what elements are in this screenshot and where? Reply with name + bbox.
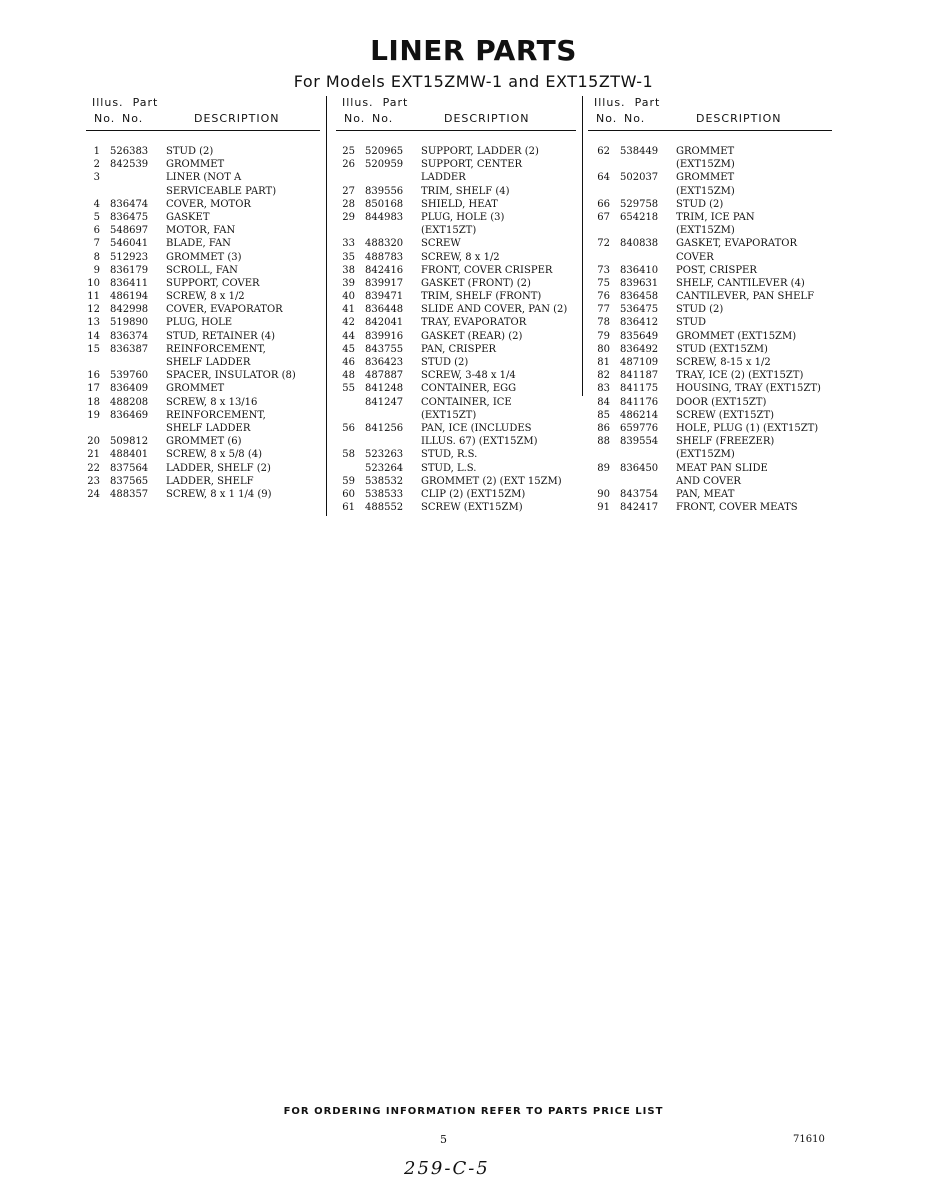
part-number: 843755 — [365, 343, 404, 355]
part-description: GASKET, EVAPORATOR — [676, 238, 797, 250]
part-description: HOLE, PLUG (1) (EXT15ZT) — [676, 422, 819, 434]
part-number: 839917 — [365, 277, 404, 289]
illus-number: 42 — [342, 317, 355, 329]
part-number: 488401 — [110, 449, 149, 461]
part-number: 837564 — [110, 462, 149, 474]
part-number: 488783 — [365, 251, 404, 263]
part-description: SUPPORT, LADDER (2) — [421, 146, 539, 157]
illus-number: 21 — [87, 449, 100, 461]
illus-number: 1 — [93, 146, 100, 157]
part-number: 836387 — [110, 343, 149, 355]
part-description: PLUG, HOLE — [166, 317, 233, 329]
part-description: SCREW, 8 x 1/2 — [166, 291, 245, 303]
part-number: 836410 — [620, 264, 659, 276]
part-number: 538532 — [365, 475, 404, 487]
part-number: 836179 — [110, 264, 149, 276]
illus-number: 59 — [342, 475, 355, 487]
illus-number: 2 — [93, 159, 100, 171]
part-number: 654218 — [620, 211, 659, 223]
illus-number: 60 — [342, 488, 355, 500]
part-description: SHELF LADDER — [166, 422, 251, 434]
header-illus-part: Illus. Part — [594, 96, 661, 109]
illus-number: 85 — [597, 409, 610, 421]
illus-number: 58 — [342, 449, 355, 461]
illus-number: 44 — [342, 330, 355, 342]
part-description: TRAY, EVAPORATOR — [421, 317, 527, 329]
part-number: 842041 — [365, 317, 404, 329]
part-description: SCREW, 8 x 1/2 — [421, 251, 500, 263]
part-description: SHELF, CANTILEVER (4) — [676, 277, 805, 289]
part-description: (EXT15ZM) — [676, 225, 735, 237]
page-subtitle: For Models EXT15ZMW-1 and EXT15ZTW-1 — [293, 72, 654, 91]
part-number: 839916 — [365, 330, 404, 342]
part-description: SCREW, 8 x 5/8 (4) — [166, 449, 263, 461]
part-number: 520965 — [365, 146, 404, 157]
part-number: 841175 — [620, 383, 659, 395]
illus-number: 48 — [342, 370, 355, 382]
part-number: 836492 — [620, 343, 659, 355]
illus-number: 3 — [93, 172, 100, 184]
illus-number: 4 — [93, 198, 100, 210]
illus-number: 19 — [87, 409, 100, 421]
part-description: LINER (NOT A — [166, 172, 242, 184]
part-number: 842416 — [365, 264, 404, 276]
illus-number: 79 — [597, 330, 610, 342]
part-number: 836475 — [110, 211, 149, 223]
part-description: STUD (EXT15ZM) — [676, 343, 768, 355]
illus-number: 15 — [87, 343, 100, 355]
part-number: 509812 — [110, 436, 149, 448]
part-number: 488552 — [365, 502, 404, 514]
part-description: PAN, MEAT — [676, 488, 735, 500]
illus-number: 8 — [93, 251, 100, 263]
part-number: 836412 — [620, 317, 659, 329]
part-description: STUD, RETAINER (4) — [166, 330, 276, 342]
part-number: 842539 — [110, 159, 149, 171]
illus-number: 28 — [342, 198, 355, 210]
part-number: 836374 — [110, 330, 149, 342]
handwritten-note: 259-C-5 — [404, 1158, 490, 1179]
part-number: 839471 — [365, 291, 404, 303]
part-number: 841247 — [365, 396, 404, 408]
part-number: 836450 — [620, 462, 659, 474]
part-description: COVER, MOTOR — [166, 198, 251, 210]
part-description: GASKET — [166, 211, 210, 223]
illus-number: 18 — [87, 396, 100, 408]
part-number: 836448 — [365, 304, 404, 316]
illus-number: 78 — [597, 317, 610, 329]
illus-number: 56 — [342, 422, 355, 434]
illus-number: 80 — [597, 343, 610, 355]
part-number: 502037 — [620, 172, 659, 184]
part-description: SCREW (EXT15ZT) — [676, 409, 775, 421]
illus-number: 77 — [597, 304, 610, 316]
column-header — [336, 94, 576, 131]
part-description: SUPPORT, COVER — [166, 277, 260, 289]
part-description: TRIM, SHELF (4) — [421, 185, 510, 197]
part-description: GROMMET — [676, 146, 735, 157]
illus-number: 7 — [93, 238, 100, 250]
part-description: TRIM, SHELF (FRONT) — [421, 291, 542, 303]
part-number: 523264 — [365, 462, 404, 474]
part-description: SPACER, INSULATOR (8) — [166, 370, 296, 382]
part-number: 486214 — [620, 409, 659, 421]
illus-number: 67 — [597, 211, 610, 223]
part-description: FRONT, COVER CRISPER — [421, 264, 553, 276]
part-number: 488320 — [365, 238, 404, 250]
part-number: 538533 — [365, 488, 404, 500]
ordering-note: FOR ORDERING INFORMATION REFER TO PARTS PRICE LIST — [283, 1106, 664, 1117]
part-description: LADDER, SHELF — [166, 475, 254, 487]
illus-number: 5 — [93, 211, 100, 223]
illus-number: 91 — [597, 502, 610, 514]
part-number: 488357 — [110, 488, 149, 500]
part-number: 842998 — [110, 304, 149, 316]
illus-number: 39 — [342, 277, 355, 289]
part-description: SCROLL, FAN — [166, 264, 238, 276]
part-number: 836469 — [110, 409, 149, 421]
column-header — [86, 94, 320, 131]
header-description: DESCRIPTION — [194, 112, 280, 125]
part-number: 487887 — [365, 370, 404, 382]
part-number: 520959 — [365, 159, 404, 171]
header-illus-no: No. — [94, 112, 116, 125]
part-description: SCREW, 8 x 13/16 — [166, 396, 258, 408]
page-title: LINER PARTS — [370, 34, 577, 67]
part-number: 836423 — [365, 357, 404, 368]
part-description: GROMMET — [676, 172, 735, 184]
illus-number: 20 — [87, 436, 100, 448]
part-number: 487109 — [620, 357, 659, 368]
part-description: GROMMET (EXT15ZM) — [676, 330, 797, 342]
part-number: 840838 — [620, 238, 659, 250]
part-number: 836474 — [110, 198, 149, 210]
part-description: PAN, CRISPER — [421, 343, 497, 355]
illus-number: 41 — [342, 304, 355, 316]
part-number: 512923 — [110, 251, 149, 263]
part-number: 850168 — [365, 198, 404, 210]
part-description: SCREW, 8-15 x 1/2 — [676, 357, 771, 368]
part-number: 843754 — [620, 488, 659, 500]
part-description: GROMMET (3) — [166, 251, 242, 263]
part-description: CONTAINER, ICE — [421, 396, 512, 408]
part-description: LADDER — [421, 172, 466, 184]
part-number: 526383 — [110, 146, 149, 157]
part-number: 839631 — [620, 277, 659, 289]
part-number: 841187 — [620, 370, 659, 382]
illus-number: 84 — [597, 396, 610, 408]
part-description: GASKET (FRONT) (2) — [421, 277, 531, 289]
part-description: SHELF LADDER — [166, 357, 251, 368]
part-description: POST, CRISPER — [676, 264, 757, 276]
illus-number: 24 — [87, 488, 100, 500]
header-description: DESCRIPTION — [444, 112, 530, 125]
part-description: SCREW (EXT15ZM) — [421, 502, 523, 514]
illus-number: 23 — [87, 475, 100, 487]
page-number: 5 — [440, 1133, 447, 1146]
illus-number: 55 — [342, 383, 355, 395]
part-description: STUD — [676, 317, 706, 329]
part-description: BLADE, FAN — [166, 238, 231, 250]
part-description: MOTOR, FAN — [166, 225, 236, 237]
header-illus-part: Illus. Part — [342, 96, 409, 109]
parts-column-1 — [86, 94, 320, 131]
part-description: LADDER, SHELF (2) — [166, 462, 271, 474]
illus-number: 45 — [342, 343, 355, 355]
illus-number: 22 — [87, 462, 100, 474]
illus-number: 33 — [342, 238, 355, 250]
part-description: SHELF (FREEZER) — [676, 436, 775, 448]
part-number: 836458 — [620, 291, 659, 303]
part-description: (EXT15ZM) — [676, 185, 735, 197]
part-description: TRAY, ICE (2) (EXT15ZT) — [676, 370, 804, 382]
part-description: MEAT PAN SLIDE — [676, 462, 768, 474]
column-divider — [582, 96, 583, 396]
part-description: SCREW — [421, 238, 461, 250]
header-illus-part: Illus. Part — [92, 96, 159, 109]
part-description: PAN, ICE (INCLUDES — [421, 422, 532, 434]
part-description: CANTILEVER, PAN SHELF — [676, 291, 815, 303]
part-description: (EXT15ZM) — [676, 449, 735, 461]
part-number: 841176 — [620, 396, 659, 408]
part-description: TRIM, ICE PAN — [676, 211, 755, 223]
illus-number: 16 — [87, 370, 100, 382]
part-number: 519890 — [110, 317, 149, 329]
part-number: 523263 — [365, 449, 404, 461]
illus-number: 46 — [342, 357, 355, 368]
part-description: CONTAINER, EGG — [421, 383, 517, 395]
illus-number: 38 — [342, 264, 355, 276]
document-number: 71610 — [793, 1134, 825, 1145]
illus-number: 11 — [87, 291, 100, 303]
part-number: 539760 — [110, 370, 149, 382]
part-number: 836409 — [110, 383, 149, 395]
illus-number: 12 — [87, 304, 100, 316]
part-number: 839554 — [620, 436, 659, 448]
part-description: DOOR (EXT15ZT) — [676, 396, 767, 408]
illus-number: 88 — [597, 436, 610, 448]
part-description: REINFORCEMENT, — [166, 409, 266, 421]
part-description: GROMMET (2) (EXT 15ZM) — [421, 475, 562, 487]
part-description: SCREW, 3-48 x 1/4 — [421, 370, 516, 382]
part-number: 836411 — [110, 277, 149, 289]
part-description: CLIP (2) (EXT15ZM) — [421, 488, 526, 500]
illus-number: 76 — [597, 291, 610, 303]
illus-number: 29 — [342, 211, 355, 223]
illus-number: 72 — [597, 238, 610, 250]
header-illus-no: No. — [344, 112, 366, 125]
part-number: 842417 — [620, 502, 659, 514]
part-description: SERVICEABLE PART) — [166, 185, 277, 197]
part-description: GROMMET — [166, 383, 225, 395]
part-description: SCREW, 8 x 1 1/4 (9) — [166, 488, 272, 500]
illus-number: 35 — [342, 251, 355, 263]
column-header — [588, 94, 832, 131]
part-number: 837565 — [110, 475, 149, 487]
illus-number: 83 — [597, 383, 610, 395]
header-part-no: No. — [624, 112, 646, 125]
illus-number: 26 — [342, 159, 355, 171]
illus-number: 90 — [597, 488, 610, 500]
header-part-no: No. — [372, 112, 394, 125]
part-number: 839556 — [365, 185, 404, 197]
illus-number: 17 — [87, 383, 100, 395]
part-description: HOUSING, TRAY (EXT15ZT) — [676, 383, 821, 395]
part-number: 841256 — [365, 422, 404, 434]
part-number: 536475 — [620, 304, 659, 316]
part-number: 835649 — [620, 330, 659, 342]
illus-number: 10 — [87, 277, 100, 289]
illus-number: 89 — [597, 462, 610, 474]
illus-number: 86 — [597, 422, 610, 434]
illus-number: 40 — [342, 291, 355, 303]
part-number: 659776 — [620, 422, 659, 434]
illus-number: 14 — [87, 330, 100, 342]
part-description: STUD, L.S. — [421, 462, 477, 474]
part-description: COVER — [676, 251, 714, 263]
part-description: STUD, R.S. — [421, 449, 478, 461]
illus-number: 61 — [342, 502, 355, 514]
part-description: SLIDE AND COVER, PAN (2) — [421, 304, 568, 316]
illus-number: 27 — [342, 185, 355, 197]
part-description: SHIELD, HEAT — [421, 198, 498, 210]
illus-number: 9 — [93, 264, 100, 276]
part-description: STUD (2) — [421, 357, 469, 368]
part-description: PLUG, HOLE (3) — [421, 211, 505, 223]
parts-column-2 — [336, 94, 576, 131]
part-description: COVER, EVAPORATOR — [166, 304, 283, 316]
illus-number: 13 — [87, 317, 100, 329]
part-description: (EXT15ZT) — [421, 225, 477, 237]
header-description: DESCRIPTION — [696, 112, 782, 125]
part-number: 538449 — [620, 146, 659, 157]
part-description: GROMMET — [166, 159, 225, 171]
part-description: GASKET (REAR) (2) — [421, 330, 523, 342]
column-divider — [326, 96, 327, 516]
part-number: 844983 — [365, 211, 404, 223]
parts-column-3 — [588, 94, 832, 131]
part-description: AND COVER — [676, 475, 741, 487]
part-number: 841248 — [365, 383, 404, 395]
illus-number: 75 — [597, 277, 610, 289]
part-number: 488208 — [110, 396, 149, 408]
part-description: (EXT15ZM) — [676, 159, 735, 171]
illus-number: 25 — [342, 146, 355, 157]
part-description: FRONT, COVER MEATS — [676, 502, 798, 514]
illus-number: 73 — [597, 264, 610, 276]
part-number: 529758 — [620, 198, 659, 210]
part-description: (EXT15ZT) — [421, 409, 477, 421]
illus-number: 81 — [597, 357, 610, 368]
illus-number: 6 — [93, 225, 100, 237]
part-description: STUD (2) — [676, 198, 724, 210]
illus-number: 64 — [597, 172, 610, 184]
part-description: STUD (2) — [166, 146, 214, 157]
part-description: ILLUS. 67) (EXT15ZM) — [421, 436, 538, 448]
header-illus-no: No. — [596, 112, 618, 125]
part-number: 546041 — [110, 238, 149, 250]
header-part-no: No. — [122, 112, 144, 125]
illus-number: 66 — [597, 198, 610, 210]
part-description: STUD (2) — [676, 304, 724, 316]
illus-number: 62 — [597, 146, 610, 157]
illus-number: 82 — [597, 370, 610, 382]
part-description: REINFORCEMENT, — [166, 343, 266, 355]
part-number: 486194 — [110, 291, 149, 303]
part-number: 548697 — [110, 225, 149, 237]
part-description: SUPPORT, CENTER — [421, 159, 523, 171]
part-description: GROMMET (6) — [166, 436, 242, 448]
